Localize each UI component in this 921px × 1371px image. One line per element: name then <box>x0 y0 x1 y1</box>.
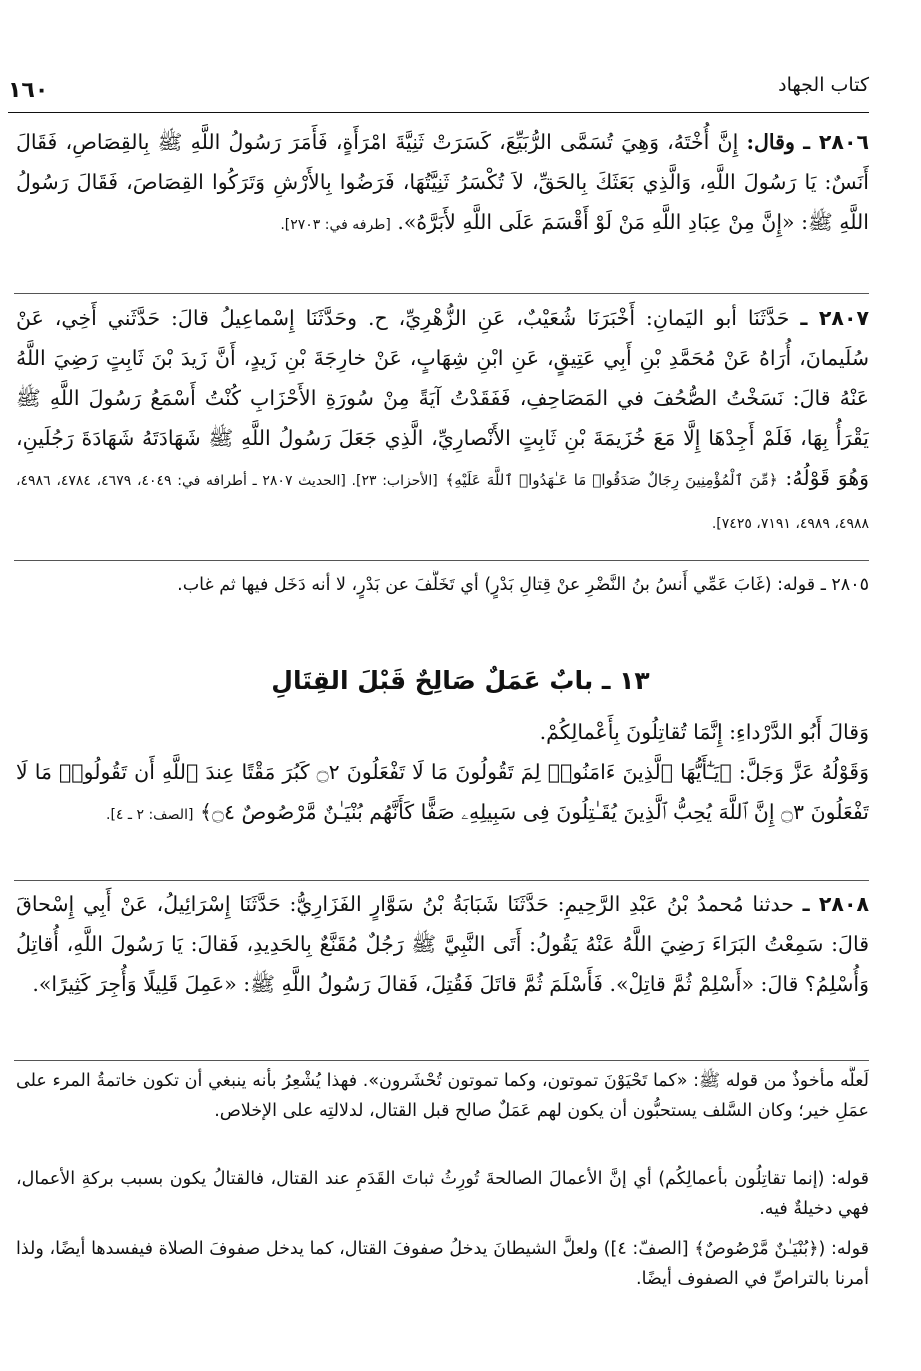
book-title: كتاب الجهاد <box>778 74 869 96</box>
quran-verse: ﴿مِّنَ ٱلْمُؤْمِنِينَ رِجَالٌ صَدَقُوا۟ مَا عَـٰهَدُوا۟ ٱللَّهَ عَلَيْهِ﴾ <box>445 471 778 489</box>
hadith-2806 <box>16 122 869 294</box>
hadith-lead: وقال: <box>746 130 795 154</box>
section-divider <box>14 293 869 294</box>
intro-statement: وَقالَ أَبُو الدَّرْداءِ: إِنَّمَا تُقاتِلُونَ بِأَعْمالِكُمْ. <box>539 720 869 744</box>
section-divider <box>14 560 869 561</box>
hadith-reference: [الأحزاب: ٢٣]. [الحديث ٢٨٠٧ ـ أطرافه في: ٤٠٤٩، ٤٦٧٩، ٤٧٨٤، ٤٩٨٦، ٤٩٨٨، ٤٩٨٩، ٧١٩١، ٧٤٢٥]. <box>16 473 869 532</box>
chapter-intro-line1 <box>16 712 869 752</box>
commentary-text: ٢٨٠٥ ـ قوله: (غَابَ عَمِّي أَنسُ بنُ النَّضْرِ عنْ قِتالِ بَدْرٍ) أي تَخَلَّفَ عن بَدْرٍ، لا أنه دَخَل فيها ثم غاب. <box>177 575 869 595</box>
hadith-2808 <box>16 884 869 1054</box>
hadith-2807 <box>16 298 869 554</box>
section-divider <box>14 880 869 881</box>
hadith-text: حَدَّثَنَا أبو اليَمانِ: أَخْبَرَنَا شُعَيْبٌ، عَنِ الزُّهْرِيِّ، ح. وحَدَّثَنَا إِسْماعِيلُ قالَ: حَدَّثَني أَخِي، عَنْ سُلَيمانَ، أُرَاهُ عَنْ مُحَمَّدِ بْنِ أَبِي عَتِيقٍ، عَنِ ابْنِ شِهَابٍ، عَنْ خارِجَةَ بْنِ زَيدٍ، أَنَّ زَيدَ بْنَ ثَابِتٍ رَضِيَ اللَّهُ عَنْهُ قالَ: نَسَخْتُ الصُّحُفَ في المَصَاحِفِ، فَفَقَدْتُ آيَةً مِنْ سُورَةِ الأَحْزَابِ كُنْتُ أَسْمَعُ رَسُولَ اللَّهِ ﷺ يَقْرَأُ بِهَا، فَلَمْ أَجِدْهَا إِلَّا مَعَ خُزَيمَةَ بْنِ ثَابِتٍ الأَنْصارِيِّ، الَّذِي جَعَلَ رَسُولُ اللَّهِ ﷺ شَهَادَتَهُ شَهَادَةَ رَجُلَينِ، وَهُوَ قَوْلُهُ: <box>16 306 869 490</box>
commentary-text: قوله: (إنما تقاتِلُون بأعمالِكُم) أي إنَّ الأعمالَ الصالحةَ تُورِثُ ثباتَ القَدَمِ عند القتال، فالقتالُ يكون بسبب بركةِ الأعمال، فهي دخيلةٌ فيه. <box>16 1169 869 1219</box>
commentary-text: لَعلَّه مأخوذٌ من قوله ﷺ: «كما تَحْيَوْنَ تموتون، وكما تموتون تُحْشَرون». فهذا يُشْعِرُ بأنه ينبغي أن تكون خاتمةُ المرء على عمَلِ خير؛ وكان السَّلف يستحبُّون أن يكون لهم عَمَلٌ صالح قبل القتال، لدلالتِه على الإخلاص. <box>16 1071 869 1121</box>
chapter-intro-verses <box>16 752 869 878</box>
chapter-heading <box>0 666 921 695</box>
hadith-number: ٢٨٠٧ ـ <box>800 306 869 330</box>
chapter-title: ١٣ ـ بابٌ عَمَلٌ صَالِحٌ قَبْلَ القِتَالِ <box>271 666 650 695</box>
page-header <box>8 68 869 113</box>
quran-reference: [الصف: ٢ ـ ٤]. <box>106 807 194 823</box>
hadith-text: إِنَّ أُخْتَهُ، وَهِيَ تُسَمَّى الرُّبَيِّعَ، كَسَرَتْ ثَنِيَّةَ امْرَأَةٍ، فَأَمَرَ رَسُولُ اللَّهِ ﷺ بِالقِصَاصِ، فَقَالَ أَنَسٌ: يَا رَسُولَ اللَّهِ، وَالَّذِي بَعَثَكَ بِالحَقِّ، لاَ تُكْسَرُ ثَنِيَّتُهَا، فَرَضُوا بِالأَرْشِ وَتَرَكُوا القِصَاصَ، فَقَالَ رَسُولُ اللَّهِ ﷺ: «إِنَّ مِنْ عِبَادِ اللَّهِ مَنْ لَوْ أَقْسَمَ عَلَى اللَّهِ لأَبَرَّهُ». <box>16 130 869 234</box>
commentary-text: قوله: (﴿بُنْيَـٰنٌ مَّرْصُوصٌ﴾ [الصفّ: ٤]) ولعلَّ الشيطانَ يدخلُ صفوفَ القتال، كما يدخل صفوفَ الصلاة فيفسدها أيضًا، ولذا أمرنا بالتراصِّ في الصفوف أيضًا. <box>16 1239 869 1289</box>
hadith-text: حدثنا مُحمدُ بْنُ عَبْدِ الرَّحِيمِ: حَدَّثَنَا شَبَابَةُ بْنُ سَوَّارٍ الفَزَارِيُّ: حَدَّثَنَا إِسْرَائِيلُ، عَنْ أَبِي إِسْحاقَ قالَ: سَمِعْتُ البَرَاءَ رَضِيَ اللَّهُ عَنْهُ يَقُولُ: أَتَى النَّبِيَّ ﷺ رَجُلٌ مُقَنَّعٌ بِالحَدِيدِ، فَقالَ: يَا رَسُولَ اللَّهِ، أُقاتِلُ وَأُسْلِمُ؟ قالَ: «أَسْلِمْ ثُمَّ قاتِلْ». فَأَسْلَمَ ثُمَّ قاتَلَ فَقُتِلَ، فَقالَ رَسُولُ اللَّهِ ﷺ: «عَمِلَ قَلِيلًا وَأُجِرَ كَثِيرًا». <box>16 892 869 996</box>
hadith-number: ٢٨٠٦ ـ <box>803 130 869 154</box>
commentary-paragraph-2 <box>16 1164 869 1230</box>
hadith-reference: [طرفه في: ٢٧٠٣]. <box>280 217 391 233</box>
page-number: ١٦٠ <box>8 78 49 103</box>
commentary-2805 <box>16 570 869 646</box>
commentary-paragraph-1 <box>16 1066 869 1162</box>
section-divider <box>14 1060 869 1061</box>
commentary-paragraph-3 <box>16 1234 869 1300</box>
intro-lead: وَقَوْلُهُ عَزَّ وَجَلَّ: <box>738 760 869 784</box>
quran-verse: ﴿يَـٰٓأَيُّهَا ٱلَّذِينَ ءَامَنُوا۟ لِمَ تَقُولُونَ مَا لَا تَفْعَلُونَ ۝٢ كَبُرَ مَقْتًا عِندَ ٱللَّهِ أَن تَقُولُوا۟ مَا لَا تَفْعَلُونَ ۝٣ إِنَّ ٱللَّهَ يُحِبُّ ٱلَّذِينَ يُقَـٰتِلُونَ فِى سَبِيلِهِۦ صَفًّا كَأَنَّهُم بُنْيَـٰنٌ مَّرْصُوصٌ ۝٤﴾ <box>16 760 869 824</box>
hadith-number: ٢٨٠٨ ـ <box>802 892 869 916</box>
